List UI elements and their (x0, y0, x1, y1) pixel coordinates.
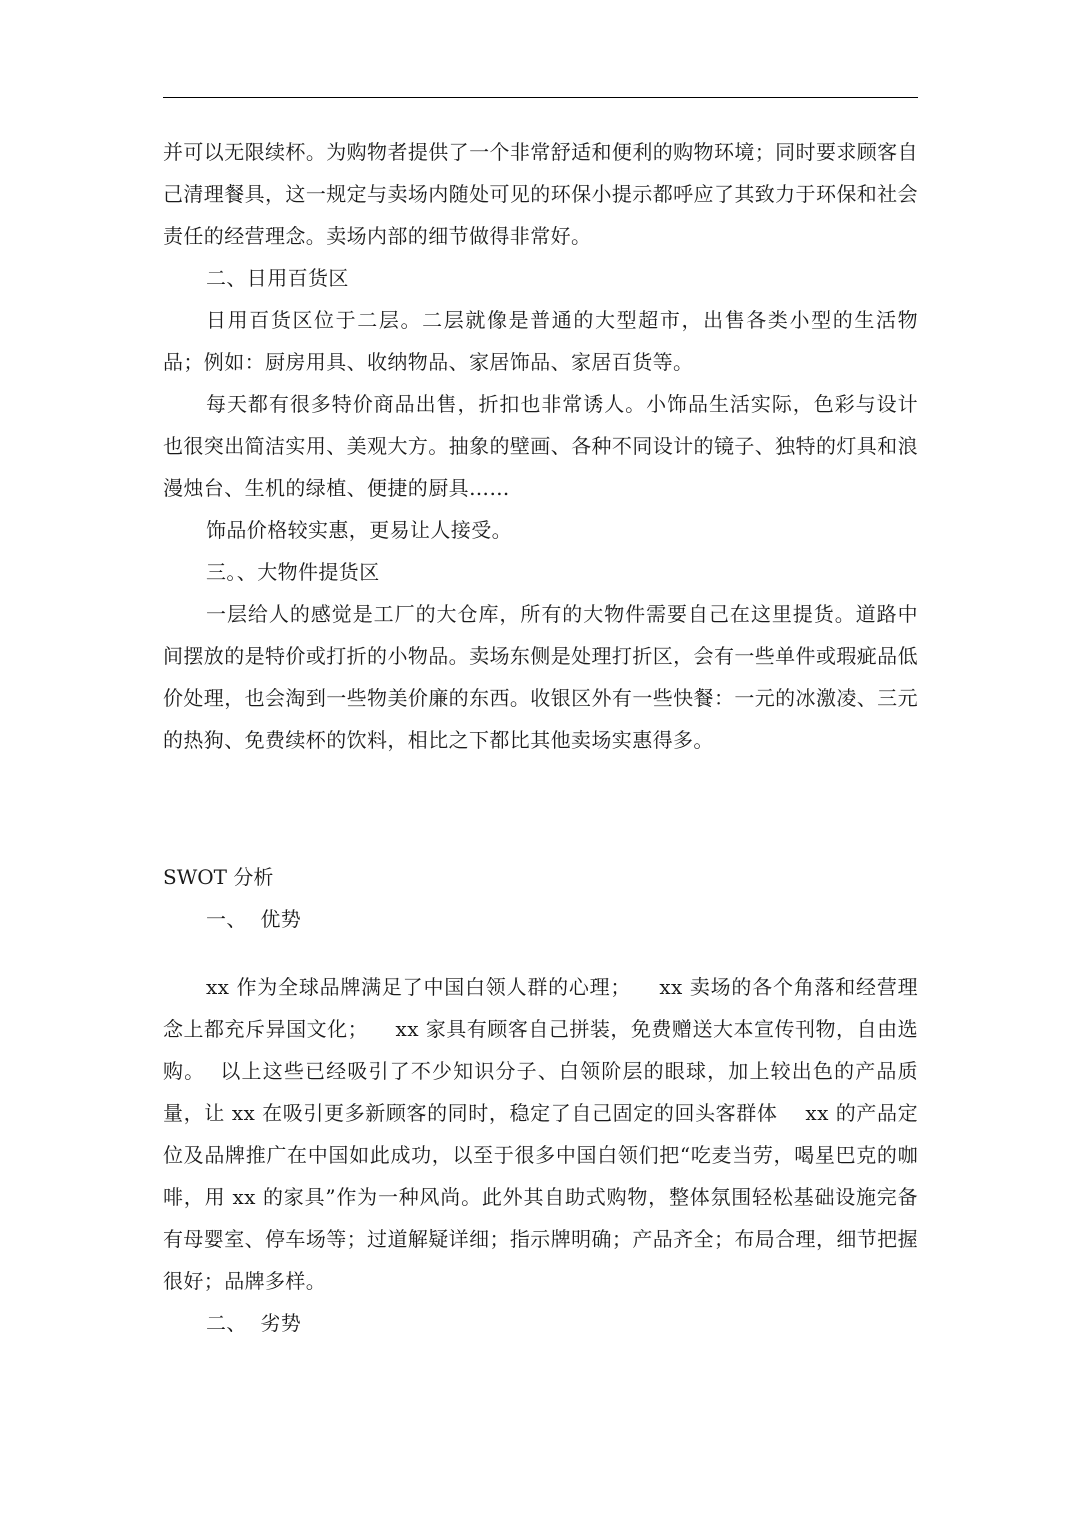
header-rule (163, 97, 918, 98)
intro-paragraph: 并可以无限续杯。为购物者提供了一个非常舒适和便利的购物环境；同时要求顾客自己清理餐具，这一规定与卖场内随处可见的环保小提示都呼应了其致力于环保和社会责任的经营理念。卖场内部的细节做得非常好。 (163, 140, 918, 248)
section-heading-large-items: 三。、大物件提货区 (206, 560, 380, 584)
swot-title: SWOT 分析 (163, 865, 274, 889)
paragraph-large-items: 一层给人的感觉是工厂的大仓库，所有的大物件需要自己在这里提货。道路中间摆放的是特价或打折的小物品。卖场东侧是处理打折区，会有一些单件或瑕疵品低价处理，也会淘到一些物美价廉的东西。收银区外有一些快餐：一元的冰激凌、三元的热狗、免费续杯的饮料，相比之下都比其他卖场实惠得多。 (163, 602, 918, 752)
swot-weaknesses-heading: 二、 劣势 (206, 1311, 302, 1335)
paragraph-daily-goods-specials: 每天都有很多特价商品出售，折扣也非常诱人。小饰品生活实际，色彩与设计也很突出简洁实用、美观大方。抽象的壁画、各种不同设计的镜子、独特的灯具和浪漫烛台、生机的绿植、便捷的厨具…… (163, 392, 918, 500)
document-body (163, 131, 918, 1344)
swot-strengths-heading: 一、 优势 (206, 907, 302, 931)
paragraph-daily-goods-price: 饰品价格较实惠，更易让人接受。 (206, 518, 512, 542)
swot-strengths-paragraph: xx 作为全球品牌满足了中国白领人群的心理； xx 卖场的各个角落和经营理念上都充斥异国文化； xx 家具有顾客自己拼装，免费赠送大本宣传刊物，自由选购。 以上这些已经吸引了不少知识分子、白领阶层的眼球，加上较出色的产品质量，让 xx 在吸引更多新顾客的同时，稳定了自己固定的回头客群体 xx 的产品定位及品牌推广在中国如此成功，以至于很多中国白领们把“吃麦当劳，喝星巴克的咖啡，用 xx 的家具”作为一种风尚。此外其自助式购物，整体氛围轻松基础设施完备有母婴室、停车场等；过道解疑详细；指示牌明确；产品齐全；布局合理，细节把握很好；品牌多样。 (163, 975, 918, 1293)
paragraph-daily-goods-location: 日用百货区位于二层。二层就像是普通的大型超市，出售各类小型的生活物品；例如：厨房用具、收纳物品、家居饰品、家居百货等。 (163, 308, 918, 374)
section-heading-daily-goods: 二、日用百货区 (206, 266, 349, 290)
